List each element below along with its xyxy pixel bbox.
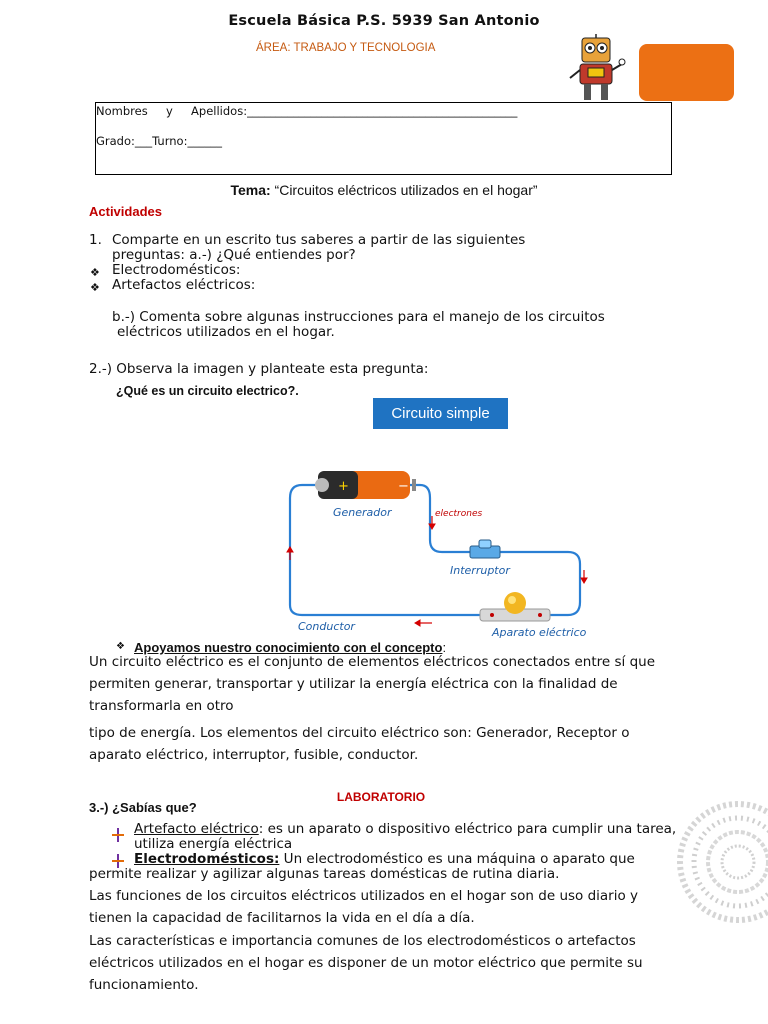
concept-paragraph-1 <box>89 651 655 717</box>
topic-text: “Circuitos eléctricos utilizados en el hogar” <box>270 182 538 198</box>
current-arrow-icon <box>581 570 587 583</box>
laboratory-heading: LABORATORIO <box>336 790 426 804</box>
question-2: 2.-) Observa la imagen y planteate esta pregunta: <box>89 361 429 377</box>
topic-label: Tema: <box>230 182 271 198</box>
characteristics-paragraph <box>89 930 643 996</box>
concept-heading: Apoyamos nuestro conocimiento con el concepto <box>134 640 443 655</box>
fact-1-line2: utiliza energía eléctrica <box>134 836 293 852</box>
conductor-label: Conductor <box>298 620 355 633</box>
diamond-bullet-icon: ❖ <box>90 266 100 279</box>
circuit-diagram-title: Circuito simple <box>373 398 508 429</box>
question-3: 3.-) ¿Sabías que? <box>89 800 197 815</box>
current-arrow-icon <box>287 547 293 560</box>
fact-1-term: Artefacto eléctrico <box>134 821 259 837</box>
school-title: Escuela Básica P.S. 5939 San Antonio <box>228 13 540 29</box>
student-info-box <box>95 102 672 175</box>
question-2-prompt: ¿Qué es un circuito electrico?. <box>116 384 299 398</box>
fact-2-line1 <box>134 852 635 867</box>
concept-paragraph-2 <box>89 722 630 766</box>
fact-1-text: : es un aparato o dispositivo eléctrico para cumplir una tarea, <box>258 821 677 837</box>
bullet-artefactos: Artefactos eléctricos: <box>112 277 256 293</box>
bullet-electrodomesticos: Electrodomésticos: <box>112 262 241 278</box>
fact-2-line2: permite realizar y agilizar algunas tareas domésticas de rutina diaria. <box>89 866 560 882</box>
grade-turn-field-line[interactable]: Grado:___Turno:______ <box>96 134 222 148</box>
characteristics-line3: funcionamiento. <box>89 977 199 993</box>
fact-2-text: Un electrodoméstico es una máquina o aparato que <box>279 851 635 867</box>
battery-minus-label: − <box>398 479 409 494</box>
concept-p1-line3: transformarla en otro <box>89 698 234 714</box>
name-field-line[interactable]: Nombres y Apellidos:_______________________________________________ <box>96 104 518 118</box>
current-arrow-icon <box>415 620 432 626</box>
functions-line1: Las funciones de los circuitos eléctricos utilizados en el hogar son de uso diario y <box>89 888 639 904</box>
fact-2-term: Electrodomésticos: <box>134 851 280 867</box>
generator-label: Generador <box>333 506 392 519</box>
topic-line <box>0 182 768 198</box>
activities-heading: Actividades <box>89 204 162 219</box>
fact-1-line1 <box>134 822 676 837</box>
pushpin-bullet-icon <box>112 828 124 842</box>
question-b-line1: b.-) Comenta sobre algunas instrucciones para el manejo de los circuitos <box>112 309 605 325</box>
functions-line2: tienen la capacidad de facilitarnos la vida en el día a día. <box>89 910 475 926</box>
functions-paragraph <box>89 885 638 929</box>
question-b-line2: eléctricos utilizados en el hogar. <box>117 324 335 340</box>
characteristics-line1: Las características e importancia comunes de los electrodomésticos o artefactos <box>89 933 636 949</box>
question-1-line2: preguntas: a.-) ¿Qué entiendes por? <box>112 247 356 263</box>
characteristics-line2: eléctricos utilizados en el hogar es disponer de un motor eléctrico que permite su <box>89 955 643 971</box>
electrons-label: electrones <box>435 509 483 519</box>
concept-heading-colon: : <box>442 640 447 655</box>
concept-p1-line2: permiten generar, transportar y utilizar la energía eléctrica con la finalidad de <box>89 676 618 692</box>
area-subtitle: ÁREA: TRABAJO Y TECNOLOGIA <box>256 42 436 54</box>
diamond-bullet-icon: ❖ <box>116 641 125 652</box>
simple-circuit-diagram <box>280 460 600 645</box>
concept-p2-line1: tipo de energía. Los elementos del circuito eléctrico son: Generador, Receptor o <box>89 725 630 741</box>
device-label: Aparato eléctrico <box>492 626 587 639</box>
question-1-line1: Comparte en un escrito tus saberes a partir de las siguientes <box>112 232 526 248</box>
battery-plus-label: + <box>338 479 349 494</box>
concept-p2-line2: aparato eléctrico, interruptor, fusible, conductor. <box>89 747 419 763</box>
diamond-bullet-icon: ❖ <box>90 281 100 294</box>
orange-decorative-box <box>639 44 734 101</box>
lace-decoration-icon <box>672 800 768 924</box>
switch-label: Interruptor <box>450 564 510 577</box>
question-1-number: 1. <box>89 232 102 248</box>
concept-p1-line1: Un circuito eléctrico es el conjunto de elementos eléctricos conectados entre sí que <box>89 654 656 670</box>
robot-mascot-icon <box>566 34 626 104</box>
